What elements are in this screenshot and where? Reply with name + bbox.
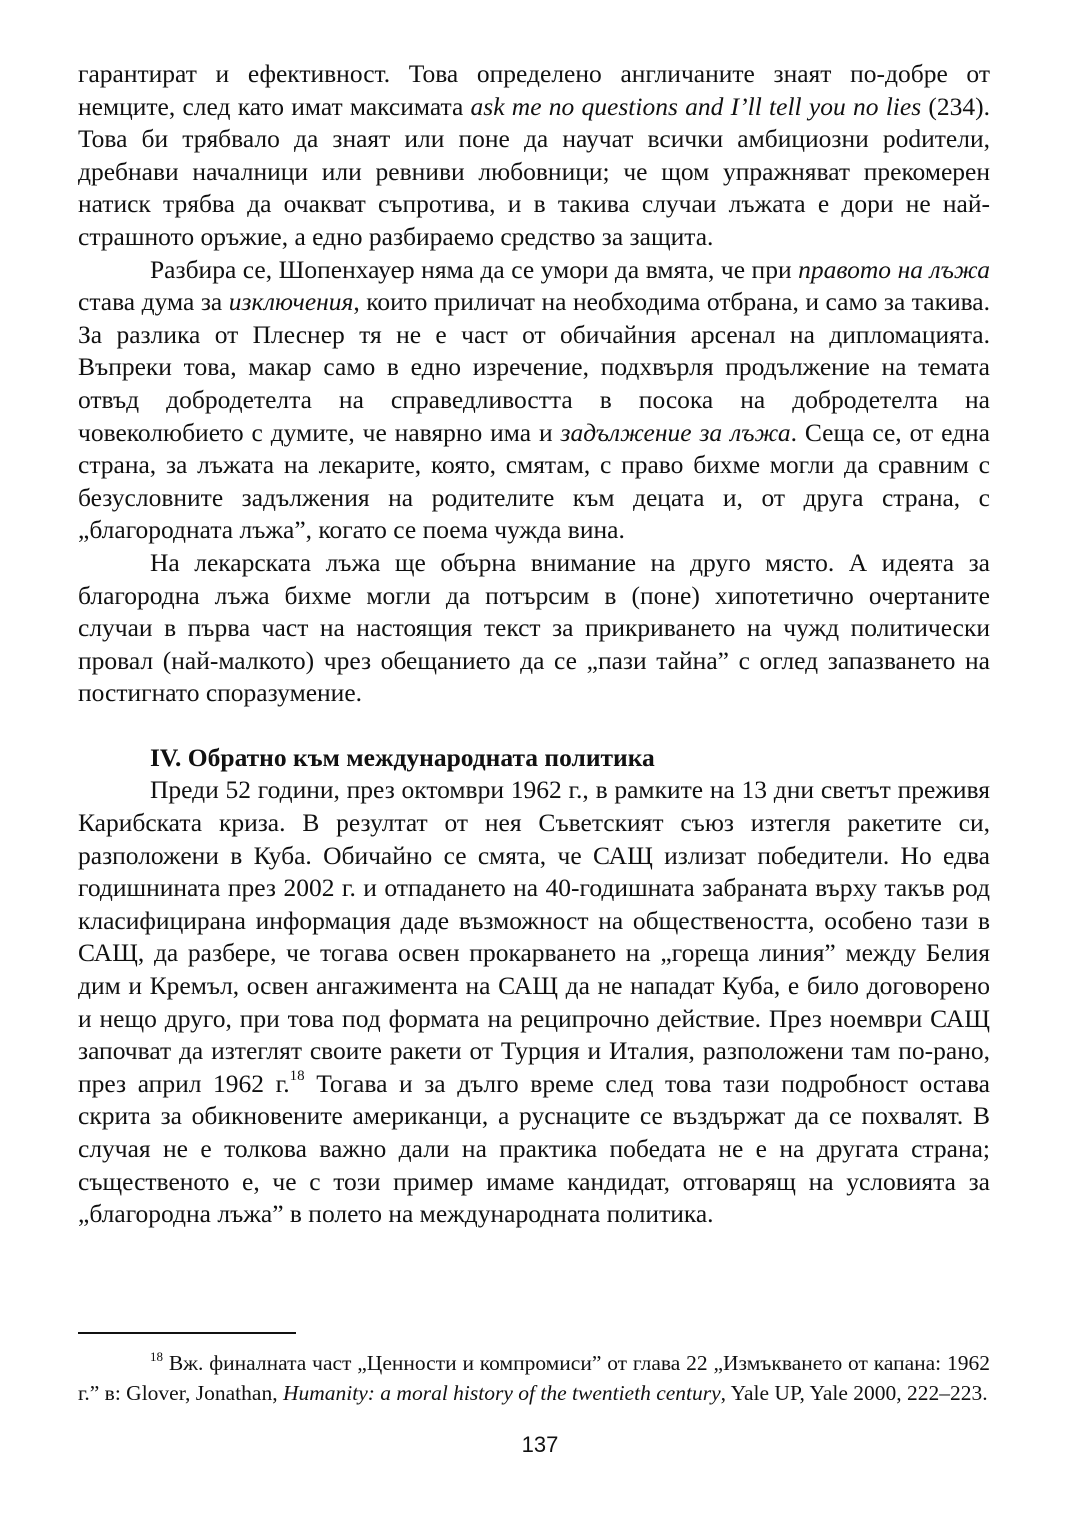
body-paragraph — [78, 547, 990, 710]
page-number: 137 — [521, 1432, 559, 1457]
emphasized-text: задължение за лъжа — [560, 417, 791, 447]
footnote-text: Вж. финалната част „Ценности и компромиси” от глава 22 „Измъкването от капана: 1962 г.” в: Glover, Jonathan, — [78, 1351, 990, 1405]
paragraph-text: Разбира се, Шопенхауер няма да се умори да вмята, че при — [150, 254, 799, 284]
footnote-text-end: , Yale UP, Yale 2000, 222–223. — [720, 1381, 988, 1405]
footnote — [78, 1348, 990, 1408]
section-paragraph — [78, 774, 990, 1230]
paragraph-text: На лекарската лъжа ще обърна внимание на друго място. А идеята за благородна лъжа бихме могли да потърсим в (поне) хипотетично очертаните случаи в първа част на настоящия текст за прикриването на чужд политически провал (най-малкото) чрез обещанието да се „пази тайна” с оглед запазването на постигнато споразумение. — [78, 547, 990, 708]
section-paragraph-text-continued: Тогава и за дълго време след това тази подробност остава скрита за обикновените американци, а руснаците се въздържат да се похвалят. В случая не е толкова важно дали на практика победата не е на другата страна; същественото е, че с този пример имаме кандидат, отговарящ на условията за „благородна лъжа” в полето на международната политика. — [78, 1068, 990, 1229]
emphasized-text: ask me no questions and I’ll tell you no lies — [470, 91, 922, 121]
section-gap — [78, 710, 990, 742]
footnote-separator — [78, 1332, 296, 1334]
footnote-reference[interactable]: 18 — [289, 1068, 305, 1085]
section-paragraph-text: Преди 52 години, през октомври 1962 г., в рамките на 13 дни светът преживя Карибската криза. В резултат от нея Съветският съюз изтегля ракетите си, разположени в Куба. Обичайно се смята, че САЩ излизат победители. Но едва годишнината през 2002 г. и отпадането на 40-годишната забраната върху такъв род класифицирана информация даде възможност на обществеността, особено тази в САЩ, да разбере, че тогава освен прокарването на „гореща линия” между Белия дим и Кремъл, освен ангажимента на САЩ да не нападат Куба, е било договорено и нещо друго, при това под формата на реципрочно действие. През ноември САЩ започват да изтеглят своите ракети от Турция и Италия, разположени там по-рано, през април 1962 г. — [78, 775, 990, 1098]
page-body — [78, 58, 990, 1231]
paragraph-text: гарантират и ефективност. Това определено англичаните знаят по-добре от немците, след като имат максимата — [78, 59, 990, 121]
footnote-indent — [78, 1351, 150, 1375]
body-paragraph — [78, 58, 990, 254]
paragraph-text: (234). Това би трябвало да знаят или поне да научат всички амбициозни роdители, дребнави началници или ревниви любовници; че щом упражняват прекомерен натиск трябва да очакват съпротива, и в такива случаи лъжата е дори не най-страшното оръжие, а едно разбираемо средство за защита. — [78, 91, 991, 251]
body-paragraphs — [78, 58, 990, 710]
body-paragraph — [78, 254, 990, 547]
emphasized-text: правото на лъжа — [798, 254, 990, 284]
paragraph-text: , които приличат на необходима отбрана, и само за такива. За разлика от Плеснер тя не е част от обичайния арсенал на дипломацията. Въпреки това, макар само в едно изречение, подхвърля продължение на темата отвъд добродетелта на справедливостта в посока на добродетелта на човеколюбието с думите, че навярно има и — [78, 287, 990, 447]
footnote-book-title: Humanity: a moral history of the twentieth century — [282, 1381, 721, 1405]
paragraph-text: . Сеща се, от една страна, за лъжата на лекарите, която, смятам, с право бихме могли да сравним с безусловните задължения на родителите към децата и, от друга страна, с „благородната лъжа”, когато се поема чужда вина. — [78, 417, 990, 545]
section-heading: IV. Обратно към международната политика — [150, 742, 655, 772]
paragraph-text: става дума за — [78, 287, 229, 317]
emphasized-text: изключения — [228, 287, 354, 317]
footnote-number: 18 — [150, 1348, 163, 1364]
